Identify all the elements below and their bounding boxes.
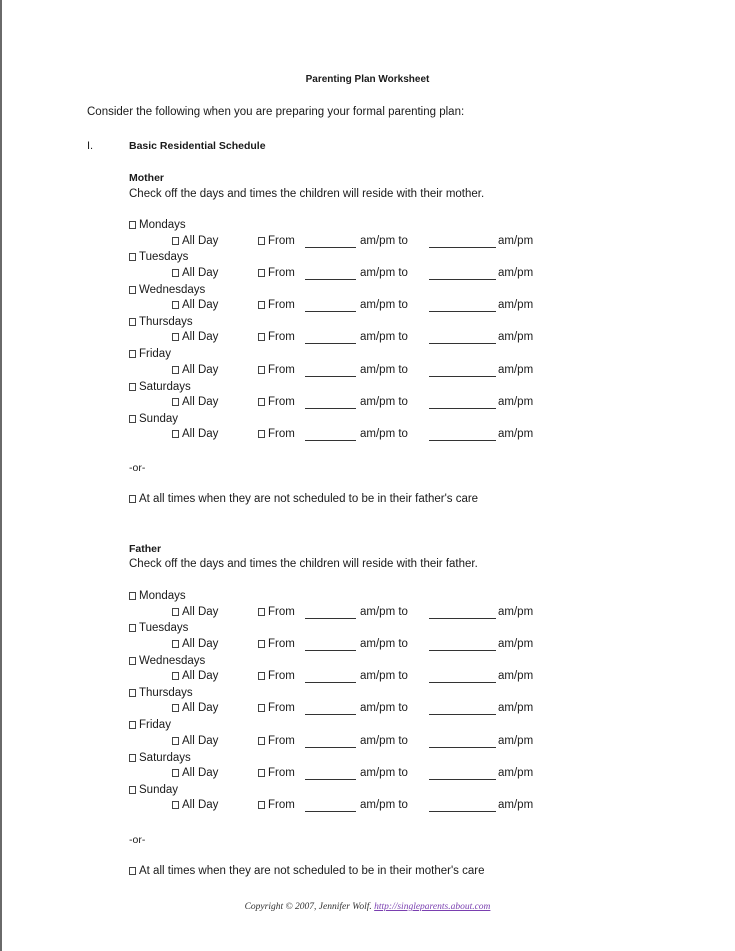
checkbox[interactable] — [129, 286, 136, 294]
end-time-field[interactable] — [429, 279, 496, 280]
ampm-label: am/pm — [498, 428, 534, 441]
ampm-label: am/pm — [498, 670, 534, 683]
all-day-label: All Day — [182, 396, 219, 408]
ampm-to-label: am/pm to — [360, 396, 408, 408]
checkbox[interactable] — [258, 640, 265, 648]
day-label: Wednesdays — [139, 283, 206, 296]
all-day-label: All Day — [182, 234, 219, 247]
checkbox[interactable] — [258, 801, 265, 809]
checkbox[interactable] — [172, 366, 179, 374]
checkbox[interactable] — [172, 704, 179, 712]
all-day-label: All Day — [182, 331, 219, 344]
start-time-field[interactable] — [305, 311, 356, 312]
day-option[interactable] — [129, 348, 171, 360]
from-option[interactable] — [258, 799, 295, 811]
copyright-text: Copyright © 2007, Jennifer Wolf. — [244, 902, 372, 912]
ampm-label: am/pm — [498, 734, 534, 747]
day-option[interactable] — [129, 284, 205, 296]
from-option[interactable] — [258, 331, 295, 343]
from-option[interactable] — [258, 702, 295, 714]
all-day-label: All Day — [182, 734, 219, 747]
mother-or-label: -or- — [129, 462, 146, 474]
end-time-field[interactable] — [429, 343, 496, 344]
checkbox[interactable] — [258, 366, 265, 374]
start-time-field[interactable] — [305, 279, 356, 280]
checkbox[interactable] — [129, 253, 136, 261]
day-label: Friday — [139, 719, 171, 732]
mother-heading: Mother — [129, 172, 164, 184]
from-label: From — [268, 670, 295, 683]
from-option[interactable] — [258, 735, 295, 747]
ampm-label: am/pm — [498, 799, 534, 812]
end-time-field[interactable] — [429, 811, 496, 812]
ampm-label: am/pm — [498, 331, 534, 344]
all-day-option[interactable] — [172, 331, 218, 343]
day-option[interactable] — [129, 687, 193, 699]
day-label: Mondays — [139, 590, 186, 602]
checkbox[interactable] — [172, 269, 179, 277]
day-label: Sunday — [139, 783, 179, 796]
checkbox[interactable] — [129, 592, 136, 600]
from-label: From — [268, 396, 295, 408]
all-day-option[interactable] — [172, 702, 218, 714]
footer-link[interactable]: http://singleparents.about.com — [374, 902, 491, 912]
checkbox[interactable] — [129, 415, 136, 423]
from-label: From — [268, 299, 295, 312]
day-label: Saturdays — [139, 380, 191, 393]
ampm-label: am/pm — [498, 605, 534, 618]
mother-alternative-label: At all times when they are not scheduled to be in their father's care — [139, 493, 479, 505]
checkbox[interactable] — [172, 769, 179, 777]
ampm-to-label: am/pm to — [360, 234, 408, 247]
day-option[interactable] — [129, 381, 191, 393]
checkbox[interactable] — [258, 430, 265, 438]
from-label: From — [268, 234, 295, 247]
ampm-label: am/pm — [498, 702, 534, 715]
from-option[interactable] — [258, 767, 295, 779]
checkbox[interactable] — [258, 398, 265, 406]
day-option[interactable] — [129, 413, 178, 425]
checkbox[interactable] — [129, 689, 136, 697]
ampm-to-label: am/pm to — [360, 734, 408, 747]
all-day-label: All Day — [182, 363, 219, 376]
from-option[interactable] — [258, 428, 295, 440]
checkbox[interactable] — [129, 383, 136, 391]
checkbox[interactable] — [258, 608, 265, 616]
day-label: Thursdays — [139, 315, 193, 328]
father-alternative-option[interactable] — [129, 865, 484, 877]
day-option[interactable] — [129, 655, 205, 667]
section-title: Basic Residential Schedule — [129, 140, 266, 152]
checkbox[interactable] — [258, 237, 265, 245]
checkbox[interactable] — [258, 737, 265, 745]
checkbox[interactable] — [172, 301, 179, 309]
ampm-to-label: am/pm to — [360, 363, 408, 376]
day-label: Thursdays — [139, 686, 193, 699]
page-left-border — [0, 0, 2, 951]
day-option[interactable] — [129, 752, 191, 764]
ampm-to-label: am/pm to — [360, 605, 408, 618]
checkbox[interactable] — [258, 301, 265, 309]
day-label: Saturdays — [139, 751, 191, 764]
from-label: From — [268, 428, 295, 441]
end-time-field[interactable] — [429, 618, 496, 619]
all-day-option[interactable] — [172, 267, 218, 279]
day-option[interactable] — [129, 719, 171, 731]
all-day-option[interactable] — [172, 670, 218, 682]
mother-instruction: Check off the days and times the children will reside with their mother. — [129, 188, 485, 200]
ampm-label: am/pm — [498, 767, 534, 779]
from-option[interactable] — [258, 396, 295, 408]
from-label: From — [268, 734, 295, 747]
ampm-label: am/pm — [498, 396, 534, 408]
from-option[interactable] — [258, 606, 295, 618]
day-label: Tuesdays — [139, 251, 189, 264]
all-day-label: All Day — [182, 637, 219, 650]
from-label: From — [268, 702, 295, 715]
ampm-label: am/pm — [498, 234, 534, 247]
father-heading: Father — [129, 543, 162, 555]
all-day-option[interactable] — [172, 638, 218, 650]
from-label: From — [268, 363, 295, 376]
end-time-field[interactable] — [429, 779, 496, 780]
all-day-label: All Day — [182, 605, 219, 618]
checkbox[interactable] — [129, 221, 136, 229]
from-label: From — [268, 799, 295, 812]
day-label: Sunday — [139, 412, 179, 425]
start-time-field[interactable] — [305, 408, 356, 409]
from-label: From — [268, 605, 295, 618]
from-option[interactable] — [258, 364, 295, 376]
checkbox[interactable] — [258, 672, 265, 680]
footer — [0, 902, 735, 912]
ampm-to-label: am/pm to — [360, 799, 408, 812]
all-day-label: All Day — [182, 670, 219, 683]
ampm-to-label: am/pm to — [360, 670, 408, 683]
all-day-label: All Day — [182, 799, 219, 812]
from-option[interactable] — [258, 267, 295, 279]
ampm-to-label: am/pm to — [360, 767, 408, 779]
start-time-field[interactable] — [305, 650, 356, 651]
all-day-option[interactable] — [172, 299, 218, 311]
all-day-option[interactable] — [172, 735, 218, 747]
ampm-to-label: am/pm to — [360, 428, 408, 441]
end-time-field[interactable] — [429, 650, 496, 651]
start-time-field[interactable] — [305, 714, 356, 715]
father-or-label: -or- — [129, 834, 146, 846]
day-option[interactable] — [129, 590, 186, 602]
checkbox[interactable] — [129, 867, 136, 875]
mother-alternative-option[interactable] — [129, 493, 478, 505]
checkbox[interactable] — [172, 398, 179, 406]
end-time-field[interactable] — [429, 408, 496, 409]
start-time-field[interactable] — [305, 247, 356, 248]
from-label: From — [268, 637, 295, 650]
checkbox[interactable] — [129, 754, 136, 762]
day-option[interactable] — [129, 784, 178, 796]
all-day-label: All Day — [182, 428, 219, 441]
end-time-field[interactable] — [429, 247, 496, 248]
start-time-field[interactable] — [305, 343, 356, 344]
day-label: Tuesdays — [139, 622, 189, 635]
all-day-option[interactable] — [172, 767, 218, 779]
checkbox[interactable] — [129, 350, 136, 358]
checkbox[interactable] — [258, 704, 265, 712]
all-day-option[interactable] — [172, 235, 218, 247]
day-option[interactable] — [129, 251, 188, 263]
ampm-label: am/pm — [498, 363, 534, 376]
end-time-field[interactable] — [429, 714, 496, 715]
checkbox[interactable] — [129, 786, 136, 794]
checkbox[interactable] — [172, 640, 179, 648]
father-alternative-label: At all times when they are not scheduled to be in their mother's care — [139, 865, 485, 877]
day-label: Mondays — [139, 219, 186, 231]
ampm-label: am/pm — [498, 299, 534, 312]
from-option[interactable] — [258, 638, 295, 650]
section-number: I. — [87, 140, 94, 152]
start-time-field[interactable] — [305, 682, 356, 683]
ampm-to-label: am/pm to — [360, 266, 408, 279]
day-option[interactable] — [129, 219, 186, 231]
day-label: Friday — [139, 348, 171, 361]
checkbox[interactable] — [258, 269, 265, 277]
start-time-field[interactable] — [305, 811, 356, 812]
intro-text: Consider the following when you are preparing your formal parenting plan: — [87, 106, 465, 118]
start-time-field[interactable] — [305, 747, 356, 748]
end-time-field[interactable] — [429, 311, 496, 312]
checkbox[interactable] — [172, 801, 179, 809]
checkbox[interactable] — [172, 430, 179, 438]
end-time-field[interactable] — [429, 682, 496, 683]
checkbox[interactable] — [129, 721, 136, 729]
checkbox[interactable] — [129, 624, 136, 632]
all-day-option[interactable] — [172, 364, 218, 376]
checkbox[interactable] — [129, 657, 136, 665]
end-time-field[interactable] — [429, 747, 496, 748]
from-option[interactable] — [258, 299, 295, 311]
all-day-label: All Day — [182, 299, 219, 312]
document-title: Parenting Plan Worksheet — [305, 74, 430, 85]
end-time-field[interactable] — [429, 440, 496, 441]
checkbox[interactable] — [129, 495, 136, 503]
checkbox[interactable] — [129, 318, 136, 326]
checkbox[interactable] — [172, 237, 179, 245]
from-label: From — [268, 331, 295, 344]
checkbox[interactable] — [172, 333, 179, 341]
ampm-to-label: am/pm to — [360, 331, 408, 344]
checkbox[interactable] — [172, 672, 179, 680]
all-day-label: All Day — [182, 702, 219, 715]
all-day-option[interactable] — [172, 396, 218, 408]
from-label: From — [268, 266, 295, 279]
ampm-label: am/pm — [498, 637, 534, 650]
from-option[interactable] — [258, 670, 295, 682]
ampm-label: am/pm — [498, 266, 534, 279]
from-option[interactable] — [258, 235, 295, 247]
start-time-field[interactable] — [305, 440, 356, 441]
start-time-field[interactable] — [305, 779, 356, 780]
all-day-option[interactable] — [172, 606, 218, 618]
checkbox[interactable] — [258, 769, 265, 777]
all-day-option[interactable] — [172, 799, 218, 811]
end-time-field[interactable] — [429, 376, 496, 377]
ampm-to-label: am/pm to — [360, 637, 408, 650]
all-day-label: All Day — [182, 767, 219, 779]
checkbox[interactable] — [172, 737, 179, 745]
all-day-label: All Day — [182, 266, 219, 279]
start-time-field[interactable] — [305, 376, 356, 377]
all-day-option[interactable] — [172, 428, 218, 440]
checkbox[interactable] — [258, 333, 265, 341]
checkbox[interactable] — [172, 608, 179, 616]
day-option[interactable] — [129, 316, 193, 328]
ampm-to-label: am/pm to — [360, 702, 408, 715]
father-instruction: Check off the days and times the children will reside with their father. — [129, 558, 478, 570]
day-label: Wednesdays — [139, 654, 206, 667]
ampm-to-label: am/pm to — [360, 299, 408, 312]
day-option[interactable] — [129, 622, 188, 634]
from-label: From — [268, 767, 295, 779]
start-time-field[interactable] — [305, 618, 356, 619]
